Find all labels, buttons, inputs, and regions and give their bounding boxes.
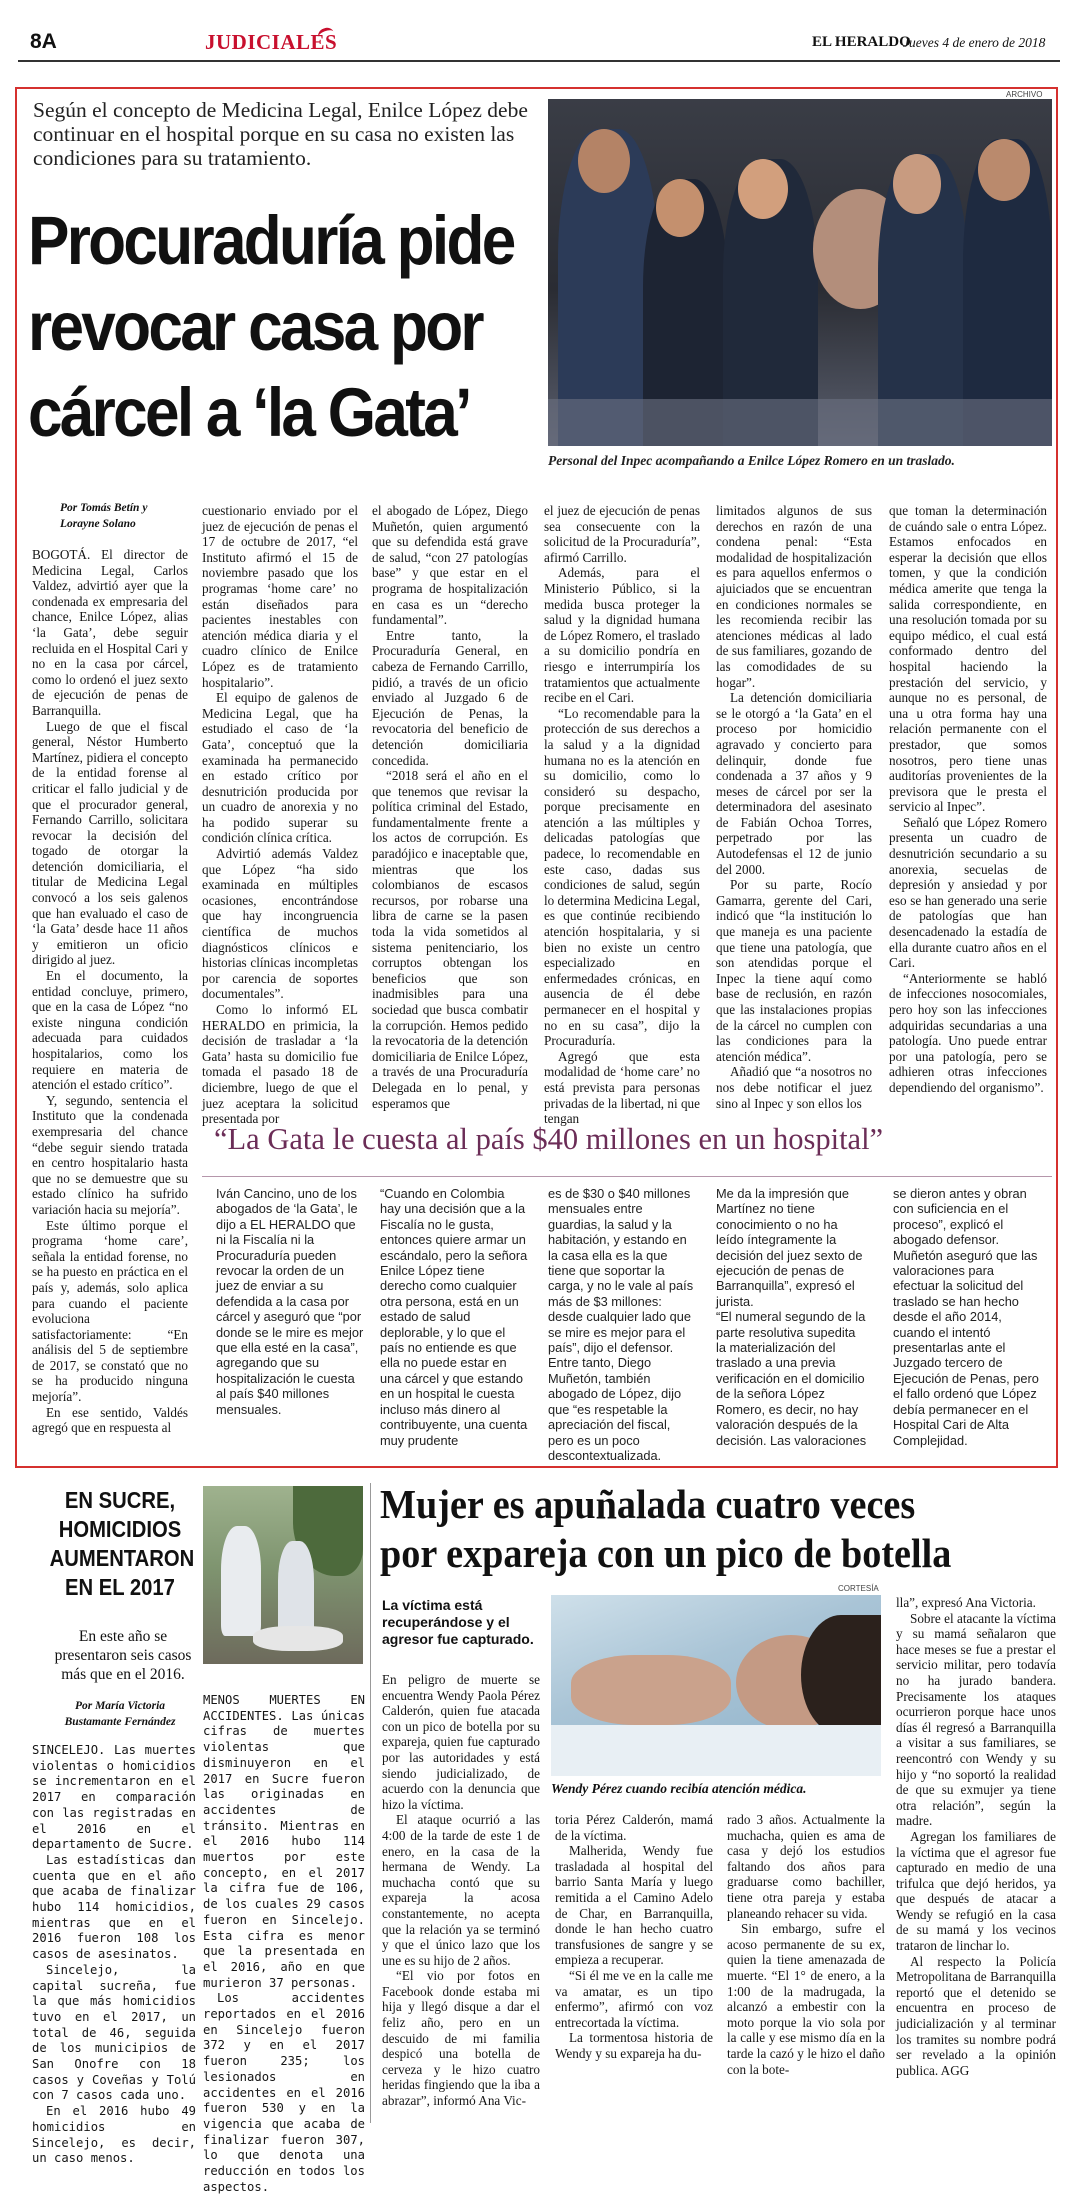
wendy-photo-hair [801, 1615, 881, 1735]
paragraph: La tormentosa historia de Wendy y su expareja ha du- [555, 2030, 713, 2061]
paragraph: lla”, expresó Ana Victoria. [896, 1595, 1036, 1610]
paragraph: SINCELEJO. Las muertes violentas o homicidios se incrementaron en el 2017 en comparación con las registradas en el 2016 en el departamento de Sucre. [32, 1743, 196, 1852]
sucre-headline-line-2: HOMICIDIOS [58, 1516, 182, 1542]
paragraph: El equipo de galenos de Medicina Legal, que ha estudiado el caso de ‘la Gata’, conceptuó que la examinada ha permanecido en estado crítico por desnutrición producida por un cuadro de anorexia y no ha podido superar su condición clínica crítica. [202, 690, 358, 846]
headline-line-3: cárcel a ‘la Gata’ [28, 374, 470, 451]
wendy-photo-credit: CORTESÍA [838, 1584, 879, 1593]
photo-credit: ARCHIVO [1006, 90, 1043, 99]
paragraph: Luego de que el fiscal general, Néstor Humberto Martínez, pidiera el concepto de la entidad forense al criticar el fallo judicial y de que el procurador general, Fernando Carrillo, solicitara revocar la decisión del togado de otorgar la detención domiciliaria, el titular de Medicina Legal convocó a los seis galenos que han evaluado el caso de ‘la Gata’ desde hace 11 años y emitieron un oficio dirigido al juez. [32, 718, 188, 968]
quote-column-4: Me da la impresión que Martínez no tiene conocimiento o no ha leído íntegramente la decisión del juez sexto de ejecución de penas de Barranquilla”, expresó el jurista. “El numeral segundo de la parte resolutiva supedita la materialización del traslado a una previa verificación en el domicilio de la señora López Romero, es decir, no hay valoración después de la decisión. Las valoraciones [716, 1186, 867, 1448]
paragraph: BOGOTÁ. El director de Medicina Legal, Carlos Valdez, advirtió ayer que la condenada ex empresaria del chance, Enilce López, alias ‘la Gata’, debe seguir recluida en el Hospital Cari y no en la casa por cárcel, como lo ordenó el juez sexto de ejecución de penas de Barranquilla. [32, 547, 188, 718]
paragraph: Por su parte, Rocío Gamarra, gerente del Cari, indicó que “la institución lo que maneja es una paciente que tiene una patología, que son atendidas porque el Inpec la tiene aquí como base de reclusión, en razón que las instalaciones propias de la cárcel no cumplen con las condiciones para la atención médica”. [716, 877, 872, 1064]
paragraph: “Anteriormente se habló de infecciones nosocomiales, pero hoy son las infecciones adquiridas secundarias a una patología. Uno puede entrar por una patología, pero se adhieren otras infecciones dependiendo del organismo”. [889, 970, 1047, 1095]
newspaper-name: EL HERALDO [812, 34, 911, 50]
main-column-6 [889, 503, 1047, 1096]
paragraph: En ese sentido, Valdés agregó que en respuesta al [32, 1404, 188, 1436]
main-deck: Según el concepto de Medicina Legal, Enilce López debe continuar en el hospital porque en su casa no existen las condiciones para su tratamiento. [33, 98, 528, 170]
paragraph: Sobre el atacante la víctima y su mamá señalaron que hace meses se fue a prestar el servicio militar, pero todavía no ha jurado bandera. Precisamente los ataques ocurrieron porque hace unos días él regresó a Barranquilla a visitar a sus familiares, se reencontró con Wendy y su hijo y “no soportó la realidad de que su exmujer ya tiene otra relación”, según la madre. [896, 1610, 1056, 1829]
quote-column-1: Iván Cancino, uno de los abogados de ‘la Gata’, le dijo a EL HERALDO que ni la Fiscalía ni la Procuraduría pueden revocar la orden de un juez de enviar a su defendida a la casa por cárcel y aseguró que “por donde se le mire es mejor que ella esté en la casa”, agregando que su hospitalización le cuesta al país $40 millones mensuales. [216, 1186, 364, 1417]
wendy-column-1 [382, 1672, 540, 2109]
paragraph: Como lo informó EL HERALDO en primicia, la decisión de trasladar a ‘la Gata’ hasta su domicilio fue tomada el pasado 18 de diciembre, luego de que el juez aceptara la solicitud presentada por [202, 1002, 358, 1127]
sucre-byline-line-1: Por María Victoria [74, 1700, 166, 1712]
quote-column-2: “Cuando en Colombia hay una decisión que a la Fiscalía no le gusta, entonces quiere armar un escándalo, pero la señora Enilce López tiene derecho como cualquier otra persona, está en un estado de salud deplorable, y lo que el país no entiende es que ella no puede estar en una cárcel y que estando en un hospital le cuesta incluso más dinero al contribuyente, una cuenta muy prudente [380, 1186, 528, 1448]
wendy-photo-arm [571, 1655, 731, 1725]
paragraph: En peligro de muerte se encuentra Wendy Paola Pérez Calderón, quien fue atacada con un pico de botella por su expareja, quien fue capturado por las autoridades y está siendo judicializado, de acuerdo con la denuncia que hizo la víctima. [382, 1672, 540, 1812]
paragraph: limitados algunos de sus derechos en razón de una condena penal: “Esta modalidad de hospitalización es para aquellos enfermos o ajuiciados que se encuentran en condiciones normales se les recomienda recibir las atenciones médicas al lado de sus familiares, gozando de las comodidades de su hogar”. [716, 503, 872, 690]
byline-line-2: Lorayne Solano [60, 518, 136, 530]
main-photo [548, 99, 1052, 446]
paragraph: “Lo recomendable para la protección de sus derechos a la salud y a la dignidad humana no es la atención en su domicilio, como lo consideró su despacho, porque precisamente en atención a las múltiples y delicadas patologías que padece, lo recomendable en este caso, dadas sus condiciones de salud, según lo determina Medicina Legal, es que continúe recibiendo atención hospitalaria, y si bien no existe un centro especializado en enfermedades crónicas, en ausencia de él debe permanecer en el hospital y no en su casa”, dijo la Procuraduría. [544, 705, 700, 1049]
wendy-photo-sheet [551, 1725, 881, 1776]
wendy-column-4 [896, 1595, 1056, 2078]
paragraph: Agregan los familiares de la víctima que el agresor fue capturado en medio de una trifulca que dejó heridos, ya que después de atacar a Wendy se refugió en la casa de su mamá y los vecinos trataron de linchar lo. [896, 1828, 1056, 1954]
paragraph: que toman la determinación de cuándo sale o entra López. Estamos enfocados en esperar la decisión que ellos tomen, y que la condición médica amerite que tenga la salida correspondiente, en una resolución tomada por su equipo médico, el cual está conformado dentro del hospital haciendo la prestación del servicio, y aunque no es personal, de una u otra forma hay una relación permanente con el prestador, que somos nosotros, pero tiene unas auditorías provenientes de la previsora que le presta el servicio al Inpec”. [889, 503, 1047, 815]
paragraph: Al respecto la Policía Metropolitana de Barranquilla reportó que el detenido se encuentra en proceso de judicialización y al terminar los tramites su nombre podrá ser revelado a la opinión publica. AGG [896, 1953, 1056, 2078]
sucre-headline-line-1: EN SUCRE, [64, 1487, 176, 1513]
photo-face-3 [738, 159, 788, 219]
paragraph: Además, para el Ministerio Público, si la medida busca proteger la salud y la dignidad humana de López Romero, el traslado a su domicilio pondría en riesgo e interrumpiría los tratamientos que actualmente recibe en el Cari. [544, 565, 700, 706]
byline-line-1: Por Tomás Betín y [60, 502, 148, 514]
photo-floor [548, 399, 1052, 446]
sucre-headline-line-4: EN EL 2017 [65, 1574, 175, 1600]
paragraph: Entre tanto, la Procuraduría General, en cabeza de Fernando Carrillo, pidió, a través de un oficio enviado al Juzgado 6 de Ejecución de Penas, la revocatoria del beneficio de detención domiciliaria concedida. [372, 627, 528, 768]
quote-column-3: es de $30 o $40 millones mensuales entre guardias, la salud y la habitación, y estando en la casa ella es la que tiene que soportar la carga, y no le vale al país más de $3 millones: desde cualquier lado que se mire es mejor para el país”, dijo el defensor. Entre tanto, Diego Muñetón, también abogado de López, dijo que “es respetable la apreciación del fiscal, pero es un poco descontextualizada. [548, 1186, 694, 1463]
paragraph: Las estadísticas dan cuenta que en el año que acaba de finalizar hubo 114 homicidios, mientras que en el 2016 fueron 108 los casos de asesinatos. [32, 1852, 196, 1962]
photo-face-6 [978, 139, 1030, 201]
paragraph: el abogado de López, Diego Muñetón, quien argumentó que su defendida está grave de salud, “con 27 patologías base” y que estar en el programa de hospitalización en casa es un “derecho fundamental”. [372, 503, 528, 628]
paragraph: Y, segundo, sentencia el Instituto que la condenada exempresaria del chance “debe seguir siendo tratada en centro hospitalario hasta que no se demuestre que su estado clínico ha sufrido variación hacia su mejoría”. [32, 1092, 188, 1217]
sucre-byline [40, 1698, 200, 1730]
wendy-column-2 [555, 1812, 713, 2062]
paragraph: Este último porque el programa ‘home care’, señala la entidad forense, no se ha puesto en práctica en el país y, además, solo aplica para cuando el paciente evoluciona satisfactoriamente: “En análisis del 5 de septiembre de 2017, se constató que no se ha producido ninguna mejoría”. [32, 1217, 188, 1405]
sucre-byline-line-2: Bustamante Fernández [64, 1716, 176, 1728]
photo-face-guard-left [578, 129, 630, 193]
bottom-divider [370, 1483, 371, 2123]
paragraph: Agregó que esta modalidad de ‘home care’ no está prevista para personas privadas de la libertad, ni que tengan [544, 1048, 700, 1127]
main-column-3 [372, 503, 528, 1111]
main-column-5 [716, 503, 872, 1111]
section-label: JUDICIALES [205, 30, 338, 54]
sucre-headline [49, 1486, 195, 1602]
sucre-column-2 [203, 1693, 365, 2196]
headline-line-2: revocar casa por [28, 288, 482, 365]
photo-face-5 [893, 154, 941, 214]
wendy-deck: La víctima está recuperándose y el agresor fue capturado. [382, 1597, 534, 1647]
wendy-photo [551, 1595, 881, 1776]
paragraph: En el documento, la entidad concluye, primero, que en la casa de López “no existe ninguna condición adecuada para cuidados hospitalarios, como los requiere en materia de atención el estado crítico”. [32, 968, 188, 1093]
paragraph: MENOS MUERTES EN ACCIDENTES. Las únicas cifras de muertes violentas que disminuyeron en el 2017 en Sucre fueron las originadas en accidentes de tránsito. Mientras en el 2016 hubo 114 muertos por este concepto, en el 2017 la cifra fue de 106, de los cuales 29 casos fueron en Sincelejo. Esta cifra es menor que la presentada en el 2016, año en que murieron 37 personas. [203, 1693, 365, 1990]
pull-quote: “La Gata le cuesta al país $40 millones en un hospital” [214, 1122, 884, 1156]
sucre-deck: En este año se presentaron seis casos más que en el 2016. [54, 1628, 192, 1683]
header-rule [18, 60, 1060, 62]
main-column-4 [544, 503, 700, 1127]
sucre-column-1 [32, 1743, 196, 2167]
issue-date: Jueves 4 de enero de 2018 [903, 35, 1046, 50]
paragraph: “El vio por fotos en Facebook donde estaba mi hija y llegó disque a dar el feliz año, pero en un descuido de mi familia despicó una botella de cerveza y le hizo cuatro heridas fingiendo que la iba a abrazar”, informó Ana Vic- [382, 1968, 540, 2109]
main-byline [60, 500, 147, 532]
main-column-2 [202, 503, 358, 1127]
wendy-column-3 [727, 1812, 885, 2077]
headline-line-1: Procuraduría pide [28, 202, 514, 279]
paragraph: Sincelejo, la capital sucreña, fue la que más homicidios tuvo en el 2017, un total de 46, seguida de los municipios de San Onofre con 18 casos y Coveñas y Tolú con 7 casos cada uno. [32, 1962, 196, 2103]
paragraph: Malherida, Wendy fue trasladada al hospital del barrio Santa María y luego remitida a el Camino Adelo de Char, en Barranquilla, donde le han hecho cuatro transfusiones de sangre y se empieza a recuperar. [555, 1843, 713, 1968]
paragraph: “2018 será el año en el que tenemos que revisar la política criminal del Estado, fundamentalmente frente a los actos de corrupción. Es paradójico e inaceptable que, mientras que los colombianos de escasos recursos, por robarse una libra de carne se la pasen toda la vida sometidos al sistema penitenciario, los corruptos obtengan los beneficios que son inadmisibles para una sociedad que busca combatir la corrupción. Hemos pedido la revocatoria de la detención domiciliaria de Enilce López, a través de una Procuraduría Delegada en lo penal, y esperamos que [372, 768, 528, 1111]
paragraph: La detención domiciliaria se le otorgó a ‘la Gata’ en el proceso por homicidio agravado y concierto para delinquir, donde fue condenada a 37 años y 9 meses de cárcel por ser la determinadora del asesinato de Fabián Ochoa Torres, perpetrado por las Autodefensas el 12 de junio del 2000. [716, 690, 872, 877]
wendy-headline [380, 1480, 1006, 1578]
paragraph: Advirtió además Valdez que López “ha sido examinada en múltiples ocasiones, encontrándose que hay incongruencia científica de muchos diagnósticos clínicos e historias clínicas incompletas por carencia de soportes documentales”. [202, 846, 358, 1002]
paragraph: “Si él me ve en la calle me va amatar, es un tipo enfermo”, afirmó con voz entrecortada la víctima. [555, 1967, 713, 2030]
wendy-photo-caption: Wendy Pérez cuando recibía atención médica. [551, 1781, 807, 1796]
paragraph: cuestionario enviado por el juez de ejecución de penas el 17 de octubre de 2017, “el Instituto afirmó el 15 de noviembre pasado que los programas ‘home care’ no están diseñados para pacientes inestables con atención médica diaria y el cuadro clínico de Enilce López es de tratamiento hospitalario”. [202, 503, 358, 690]
paragraph: Añadió que “a nosotros no nos debe notificar el juez sino al Inpec y son ellos los [716, 1064, 872, 1111]
main-headline [28, 198, 514, 456]
paragraph: toria Pérez Calderón, mamá de la víctima. [555, 1812, 713, 1843]
paragraph: el juez de ejecución de penas sea consecuente con la solicitud de la Procuraduría”, afirmó Carrillo. [544, 503, 700, 565]
sucre-photo-bag [253, 1626, 343, 1651]
page-number: 8A [30, 30, 57, 53]
wendy-headline-line-2: por expareja con un pico de botella [380, 1530, 952, 1576]
sucre-photo-investigator [221, 1526, 261, 1636]
wendy-headline-line-1: Mujer es apuñalada cuatro veces [380, 1481, 916, 1527]
main-column-1 [32, 547, 188, 1436]
sucre-headline-line-3: AUMENTARON [49, 1545, 195, 1571]
photo-face-2 [656, 179, 704, 237]
paragraph: Los accidentes reportados en el 2016 en Sincelejo fueron 372 y en el 2017 fueron 235; los lesionados en accidentes en el 2016 fueron 530 y en la vigencia que acaba de finalizar fueron 307, lo que denota una reducción en todos los aspectos. [203, 1991, 365, 2194]
paragraph: El ataque ocurrió a las 4:00 de la tarde de este 1 de enero, en la casa de la hermana de Wendy. La muchacha contó que su expareja la acosa constantemente, no acepta que la relación ya se terminó y que el único lazo que los une es su hijo de 2 años. [382, 1812, 540, 1968]
paragraph: rado 3 años. Actualmente la muchacha, quien es ama de casa y dejó los estudios faltando dos años para graduarse como bachiller, tiene otra pareja y estaba planeando rehacer su vida. [727, 1812, 885, 1921]
main-photo-caption: Personal del Inpec acompañando a Enilce López Romero en un traslado. [548, 453, 955, 468]
paragraph: Señaló que López Romero presenta un cuadro de desnutrición secundario a su anorexia, secuelas de depresión y ansiedad y por eso se han generado una serie de patologías que han desencadenado la estadía de ella durante cuatro años en el Cari. [889, 814, 1047, 971]
paragraph: En el 2016 hubo 49 homicidios en Sincelejo, es decir, un caso menos. [32, 2104, 196, 2166]
sucre-photo [203, 1486, 363, 1664]
pull-quote-rule [202, 1176, 1052, 1177]
quote-column-5: se dieron antes y obran con suficiencia en el proceso”, explicó el abogado defensor. Muñetón aseguró que las valoraciones para efectuar la solicitud del traslado se han hecho desde el año 2014, cuando el intentó presentarlas ante el Juzgado tercero de Ejecución de Penas, pero el fallo ordenó que López debía permanecer en el Hospital Cari de Alta Complejidad. [893, 1186, 1039, 1448]
paragraph: Sin embargo, sufre el acoso permanente de su ex, quien la tiene amenazada de muerte. “El 1° de enero, a la 1:00 de la madrugada, la alcanzó a embestir con la moto porque la vio sola por la calle y ese mismo día en la tarde la cazó y le hizo el daño con la bote- [727, 1921, 885, 2077]
